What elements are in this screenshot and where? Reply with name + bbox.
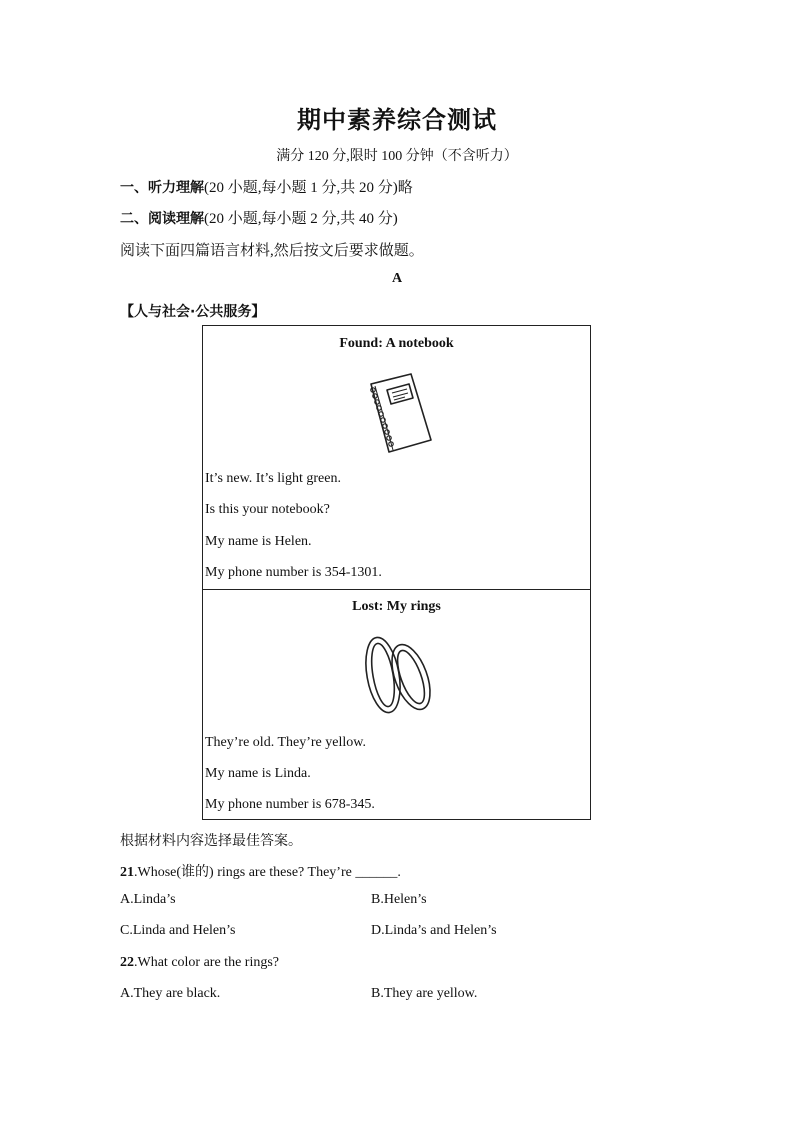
question-22 (120, 955, 279, 971)
theme-tag: 【人与社会·公共服务】 (120, 304, 266, 320)
reading-heading: 二、阅读理解 (120, 211, 204, 227)
lost-line-3: My phone number is 678-345. (205, 797, 375, 812)
option-21-d[interactable]: D.Linda’s and Helen’s (371, 923, 497, 938)
page-title: 期中素养综合测试 (297, 106, 497, 134)
option-21-b[interactable]: B.Helen’s (371, 892, 427, 907)
questions-intro: 根据材料内容选择最佳答案。 (120, 834, 302, 849)
option-22-b[interactable]: B.They are yellow. (371, 986, 478, 1001)
rings-icon (355, 631, 439, 719)
question-text: .Whose(谁的) rings are these? They’re ______. (134, 865, 401, 880)
lost-line-2: My name is Linda. (205, 766, 311, 781)
passage-label: A (391, 271, 403, 286)
question-text: .What color are the rings? (134, 955, 279, 970)
notice-table (202, 325, 591, 820)
question-21 (120, 861, 401, 881)
instruction: 阅读下面四篇语言材料,然后按文后要求做题。 (120, 243, 424, 259)
found-notice-title: Found: A notebook (339, 336, 454, 351)
notebook-icon (365, 372, 437, 456)
question-number: 21 (120, 865, 134, 880)
lost-line-1: They’re old. They’re yellow. (205, 735, 366, 750)
listening-section (120, 176, 413, 197)
found-line-1: It’s new. It’s light green. (205, 471, 341, 486)
reading-section (120, 207, 398, 228)
reading-detail: (20 小题,每小题 2 分,共 40 分) (204, 211, 398, 227)
lost-notice-title: Lost: My rings (352, 599, 441, 614)
option-21-a[interactable]: A.Linda’s (120, 892, 176, 907)
found-line-4: My phone number is 354-1301. (205, 565, 382, 580)
question-number: 22 (120, 955, 134, 970)
option-21-c[interactable]: C.Linda and Helen’s (120, 923, 236, 938)
option-22-a[interactable]: A.They are black. (120, 986, 221, 1001)
listening-heading: 一、听力理解 (120, 180, 204, 196)
score-info: 满分 120 分,限时 100 分钟（不含听力） (276, 149, 518, 164)
found-line-2: Is this your notebook? (205, 502, 330, 517)
found-line-3: My name is Helen. (205, 534, 312, 549)
listening-detail: (20 小题,每小题 1 分,共 20 分)略 (204, 180, 413, 196)
table-divider (203, 589, 590, 590)
